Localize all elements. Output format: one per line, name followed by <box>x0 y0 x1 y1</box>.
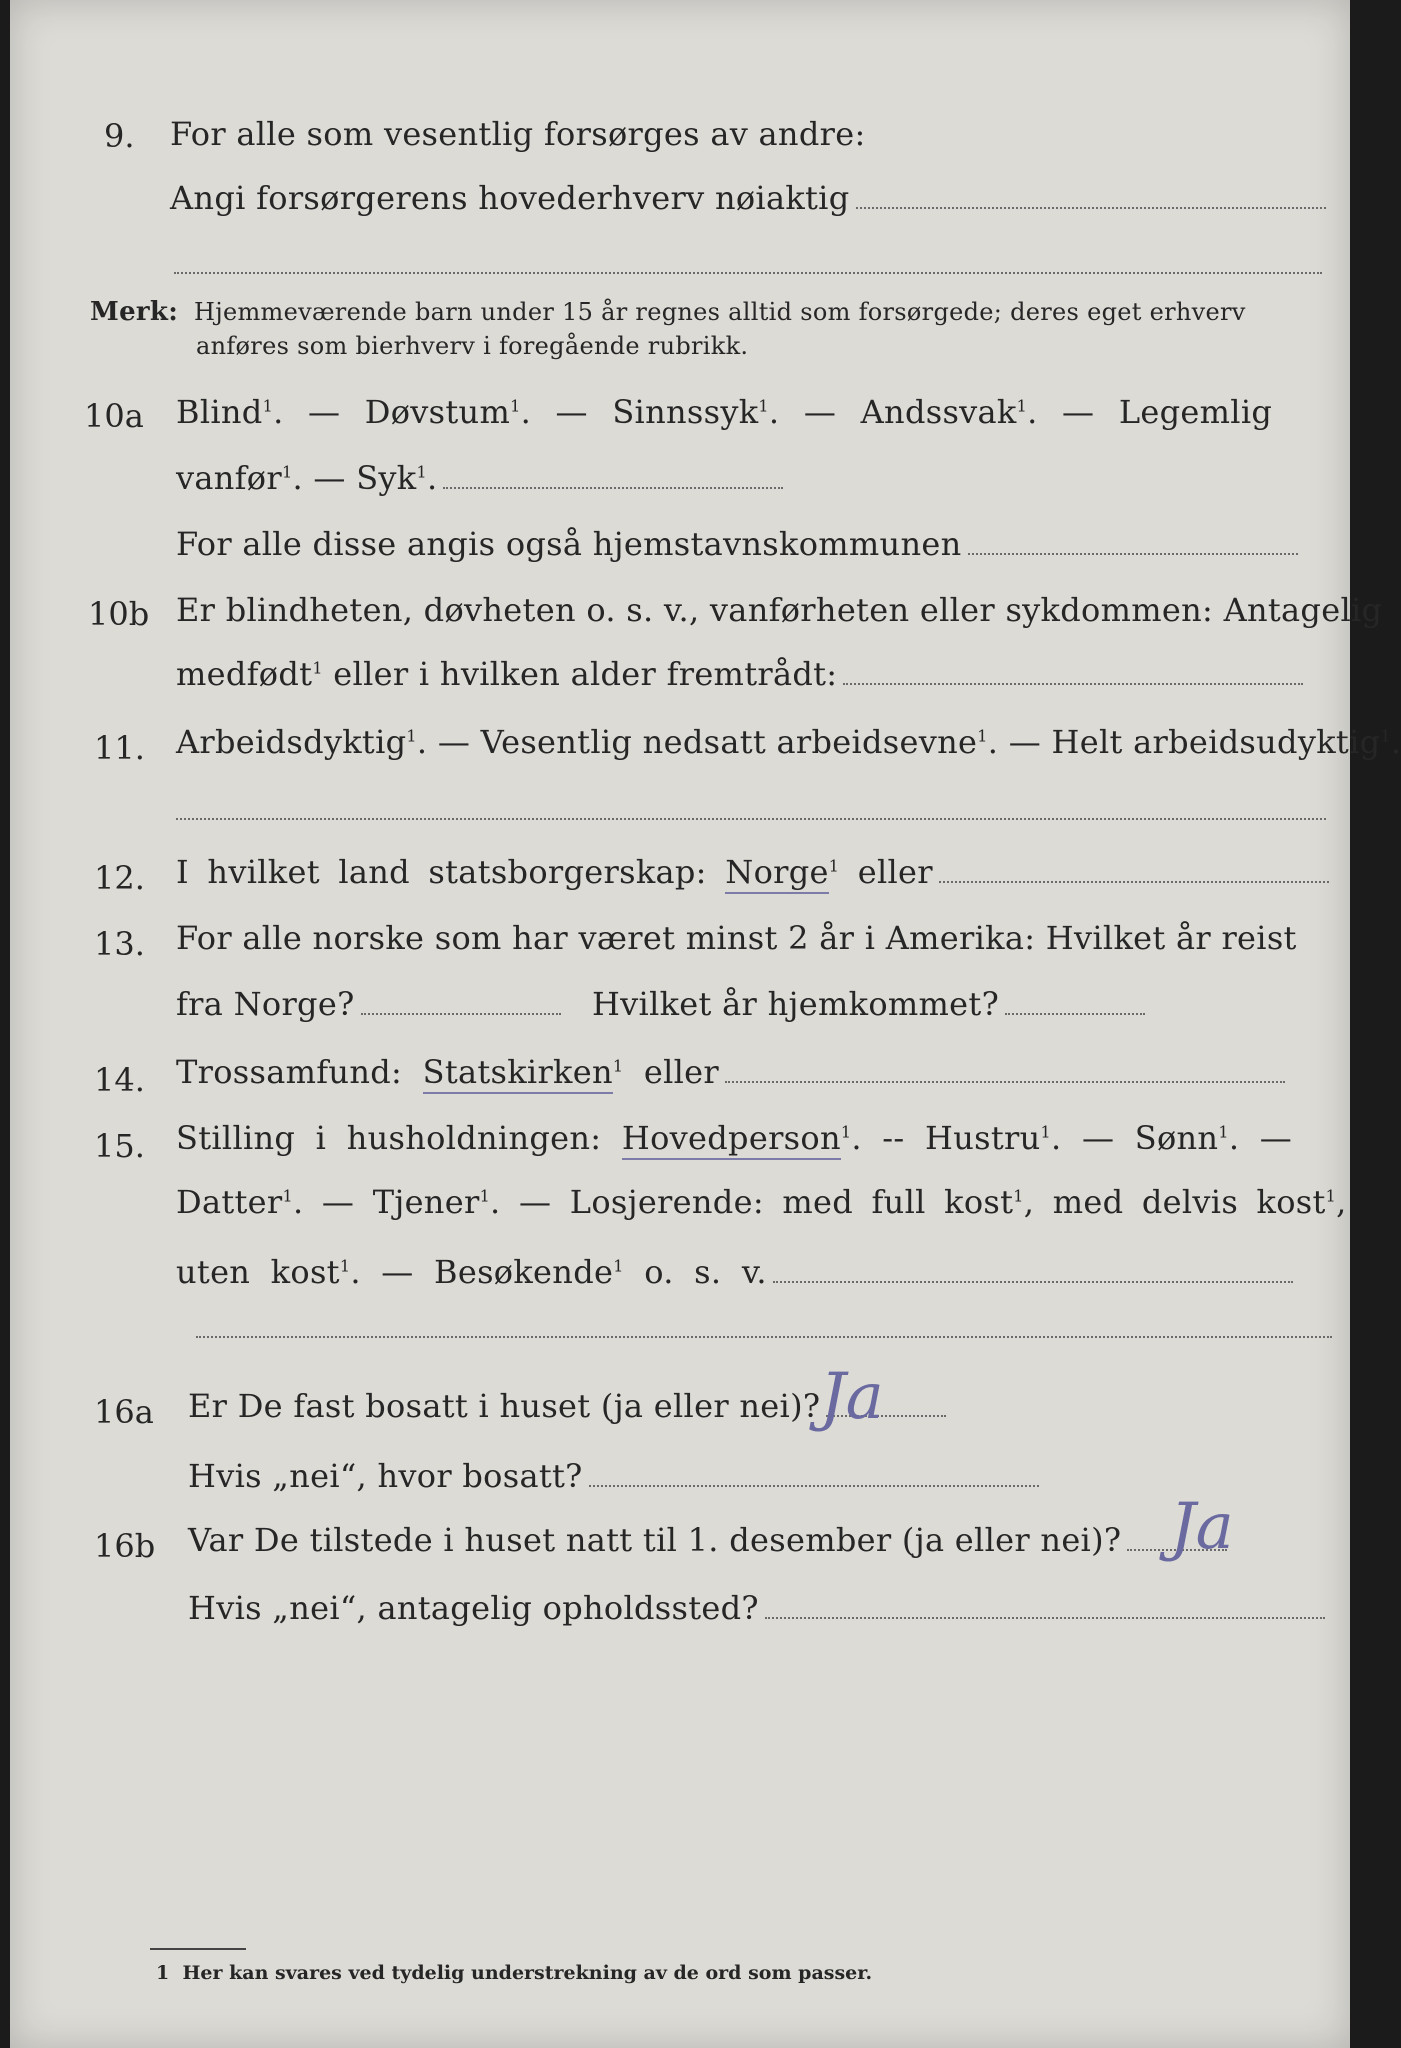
merk-label: Merk: <box>90 297 179 327</box>
q16b-number: 16b <box>94 1527 156 1565</box>
q16b-opholdssted-field[interactable] <box>765 1617 1325 1619</box>
census-form-page <box>10 0 1401 2048</box>
q13-hjemkommet-field[interactable] <box>1005 1013 1145 1015</box>
q10a-answer-field[interactable] <box>443 487 783 489</box>
q10b-line2: medfødt$^1$ eller i hvilken alder fremtrådt: <box>176 654 1303 694</box>
q15-line3: uten kost$^1$. — Besøkende$^1$ o. s. v. <box>176 1252 1293 1292</box>
merk-line2: anføres som bierhverv i foregående rubrikk. <box>196 332 749 360</box>
footnote: 1 Her kan svares ved tydelig understrekning av de ord som passer. <box>156 1962 873 1984</box>
q13-line2: fra Norge? Hvilket år hjemkommet? <box>176 984 1145 1024</box>
q11-answer-line[interactable] <box>176 818 1326 820</box>
q9-number: 9. <box>104 117 135 155</box>
merk-block <box>90 296 1246 328</box>
q15-line1: Stilling i husholdningen: Hovedperson$^1$. -- Hustru$^1$. — Sønn$^1$. — <box>176 1118 1292 1158</box>
q15-answer-field[interactable] <box>773 1281 1293 1283</box>
q9-line2: Angi forsørgerens hovederhverv nøiaktig <box>170 178 1326 218</box>
q16b-line1: Var De tilstede i huset natt til 1. desember (ja eller nei)? <box>188 1520 1227 1560</box>
q14-statskirken-underlined: Statskirken <box>423 1053 613 1094</box>
q15-number: 15. <box>94 1127 145 1165</box>
q10a-number: 10a <box>84 397 144 435</box>
q16a-handwritten-answer: Ja <box>820 1360 884 1434</box>
q14-number: 14. <box>94 1061 145 1099</box>
q9-extra-line[interactable] <box>174 272 1322 274</box>
q14-answer-field[interactable] <box>725 1081 1285 1083</box>
q11-line1: Arbeidsdyktig$^1$. — Vesentlig nedsatt arbeidsevne$^1$. — Helt arbeidsudyktig$^1$. <box>176 723 1401 761</box>
q16b-handwritten-answer: Ja <box>1170 1490 1234 1564</box>
q13-reist-field[interactable] <box>361 1013 561 1015</box>
q12-line1: I hvilket land statsborgerskap: Norge$^1$ eller <box>176 852 1329 892</box>
q10a-line2: vanfør$^1$. — Syk$^1$. <box>176 458 783 498</box>
q12-number: 12. <box>94 859 145 897</box>
q12-answer-field[interactable] <box>939 881 1329 883</box>
q10b-answer-field[interactable] <box>843 683 1303 685</box>
q9-line1: For alle som vesentlig forsørges av andre: <box>170 115 866 153</box>
q13-number: 13. <box>94 925 145 963</box>
q12-norge-underlined: Norge <box>725 853 828 894</box>
q11-number: 11. <box>94 729 145 767</box>
q16a-line1: Er De fast bosatt i huset (ja eller nei)? <box>188 1386 946 1426</box>
q15-hovedperson-underlined: Hovedperson <box>622 1119 841 1160</box>
q9-answer-field[interactable] <box>856 207 1326 209</box>
q15-line2: Datter$^1$. — Tjener$^1$. — Losjerende: med full kost$^1$, med delvis kost$^1$, <box>176 1183 1347 1221</box>
q16a-number: 16a <box>94 1393 154 1431</box>
q10a-hjemstavn-field[interactable] <box>968 553 1298 555</box>
q10a-line3: For alle disse angis også hjemstavnskommunen <box>176 524 1298 564</box>
q13-line1: For alle norske som har været minst 2 år i Amerika: Hvilket år reist <box>176 919 1297 957</box>
q16a-line2: Hvis „nei“, hvor bosatt? <box>188 1456 1039 1496</box>
footnote-rule <box>150 1948 246 1950</box>
merk-line1: Hjemmeværende barn under 15 år regnes alltid som forsørgede; deres eget erhverv <box>194 298 1246 326</box>
q16a-bosatt-field[interactable] <box>589 1485 1039 1487</box>
q15-extra-line[interactable] <box>196 1336 1332 1338</box>
q16b-line2: Hvis „nei“, antagelig opholdssted? <box>188 1588 1325 1628</box>
q14-line1: Trossamfund: Statskirken$^1$ eller <box>176 1052 1285 1092</box>
q10b-line1: Er blindheten, døvheten o. s. v., vanførheten eller sykdommen: Antagelig <box>176 591 1383 629</box>
q10a-line1: Blind$^1$. — Døvstum$^1$. — Sinnssyk$^1$. — Andssvak$^1$. — Legemlig <box>176 393 1273 431</box>
q10b-number: 10b <box>88 595 150 633</box>
